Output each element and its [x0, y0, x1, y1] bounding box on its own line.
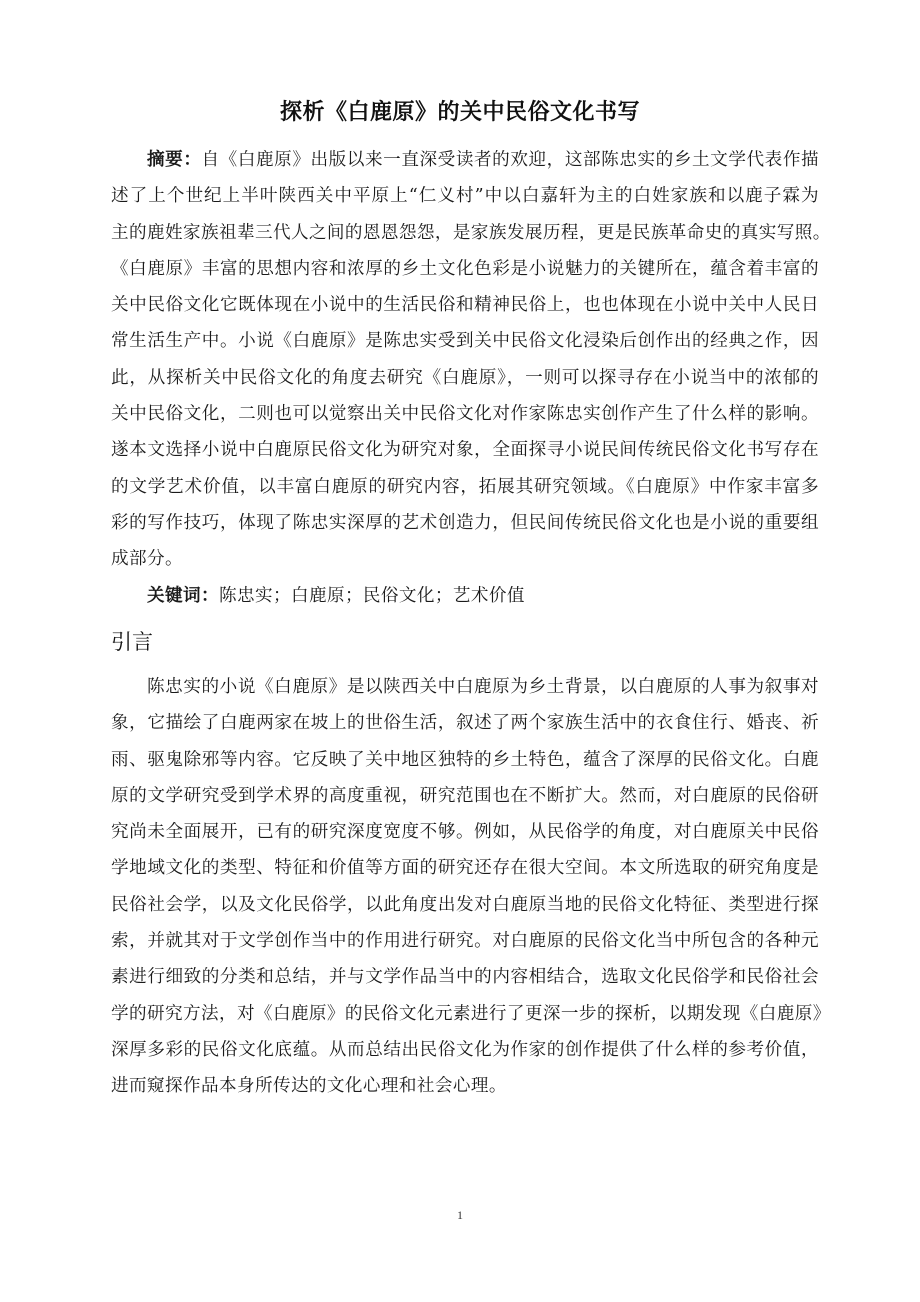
intro-line: 索，并就其对于文学创作当中的作用进行研究。对白鹿原的民俗文化当中所包含的各种元 [111, 931, 819, 952]
abstract-label: 摘要： [147, 150, 202, 170]
abstract-line: 彩的写作技巧，体现了陈忠实深厚的艺术创造力，但民间传统民俗文化也是小说的重要组 [111, 512, 819, 533]
abstract-line: 摘要：自《白鹿原》出版以来一直深受读者的欢迎，这部陈忠实的乡土文学代表作描 [147, 150, 819, 170]
intro-line: 进而窥探作品本身所传达的文化心理和社会心理。 [111, 1076, 507, 1097]
keywords-line [111, 578, 819, 614]
section-heading: 引言 [111, 630, 153, 654]
abstract-paragraph [111, 142, 831, 614]
abstract-line: 《白鹿原》丰富的思想内容和浓厚的乡土文化色彩是小说魅力的关键所在，蕴含着丰富的 [111, 258, 819, 279]
abstract-line: 关中民俗文化，二则也可以觉察出关中民俗文化对作家陈忠实创作产生了什么样的影响。 [111, 404, 819, 425]
intro-line: 素进行细致的分类和总结，并与文学作品当中的内容相结合，选取文化民俗学和民俗社会 [111, 967, 819, 988]
intro-line: 陈忠实的小说《白鹿原》是以陕西关中白鹿原为乡土背景，以白鹿原的人事为叙事对 [147, 677, 819, 697]
abstract-line: 的文学艺术价值，以丰富白鹿原的研究内容，拓展其研究领域。《白鹿原》中作家丰富多 [111, 476, 819, 497]
intro-line: 学地域文化的类型、特征和价值等方面的研究还存在很大空间。本文所选取的研究角度是 [111, 858, 819, 879]
document-title: 探析《白鹿原》的关中民俗文化书写 [279, 100, 640, 125]
intro-line: 原的文学研究受到学术界的高度重视，研究范围也在不断扩大。然而，对白鹿原的民俗研 [111, 785, 819, 806]
abstract-line: 常生活生产中。小说《白鹿原》是陈忠实受到关中民俗文化浸染后创作出的经典之作，因 [111, 331, 819, 352]
abstract-line: 关中民俗文化它既体现在小说中的生活民俗和精神民俗上，也也体现在小说中关中人民日 [111, 295, 819, 316]
intro-line: 深厚多彩的民俗文化底蕴。从而总结出民俗文化为作家的创作提供了什么样的参考价值， [111, 1039, 819, 1060]
keywords-label: 关键词： [147, 585, 219, 606]
intro-line: 雨、驱鬼除邪等内容。它反映了关中地区独特的乡土特色，蕴含了深厚的民俗文化。白鹿 [111, 749, 819, 770]
abstract-line: 述了上个世纪上半叶陕西关中平原上“仁义村”中以白嘉轩为主的白姓家族和以鹿子霖为 [111, 186, 819, 207]
abstract-line: 遂本文选择小说中白鹿原民俗文化为研究对象，全面探寻小说民间传统民俗文化书写存在 [111, 440, 819, 461]
keywords-text: 陈忠实；白鹿原；民俗文化；艺术价值 [218, 585, 525, 606]
intro-line: 学的研究方法，对《白鹿原》的民俗文化元素进行了更深一步的探析，以期发现《白鹿原》 [111, 1003, 831, 1024]
abstract-line: 成部分。 [111, 549, 183, 570]
intro-line: 究尚未全面展开，已有的研究深度宽度不够。例如，从民俗学的角度，对白鹿原关中民俗 [111, 822, 819, 843]
intro-paragraph [111, 669, 831, 1105]
page-number: 1 [457, 1208, 463, 1222]
intro-line: 民俗社会学，以及文化民俗学，以此角度出发对白鹿原当地的民俗文化特征、类型进行探 [111, 894, 819, 915]
abstract-line: 主的鹿姓家族祖辈三代人之间的恩恩怨怨，是家族发展历程，更是民族革命史的真实写照。 [111, 222, 831, 243]
intro-line: 象，它描绘了白鹿两家在坡上的世俗生活，叙述了两个家族生活中的衣食住行、婚丧、祈 [111, 713, 819, 734]
abstract-line: 此，从探析关中民俗文化的角度去研究《白鹿原》，一则可以探寻存在小说当中的浓郁的 [111, 367, 819, 388]
